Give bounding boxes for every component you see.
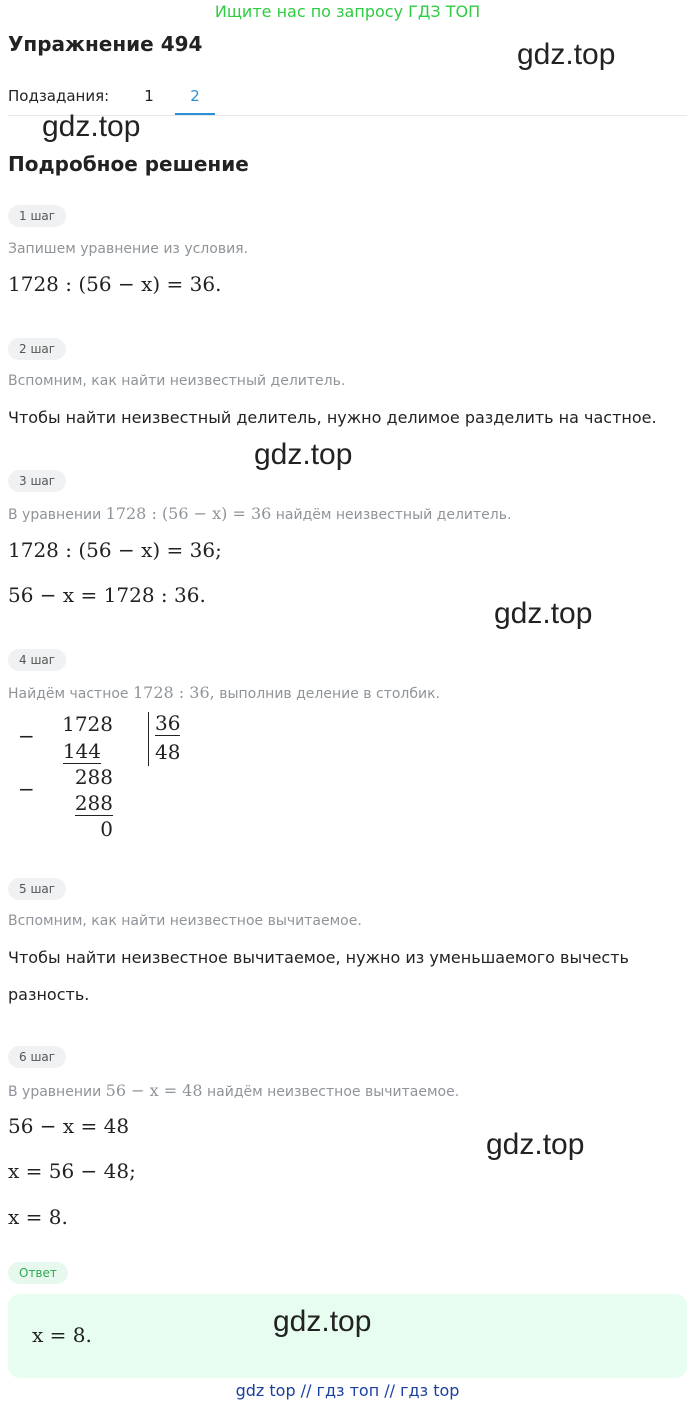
step-badge: 4 шаг bbox=[8, 649, 66, 671]
division-bar bbox=[148, 712, 149, 766]
note-prefix: В уравнении bbox=[8, 507, 102, 523]
step-badge: 6 шаг bbox=[8, 1046, 66, 1068]
equation: 1728 : (56 − x) = 36; bbox=[8, 538, 222, 562]
tab-subtask-1[interactable]: 1 bbox=[144, 87, 154, 105]
step-badge: 1 шаг bbox=[8, 205, 66, 227]
step-badge: 5 шаг bbox=[8, 878, 66, 900]
equation: 56 − x = 1728 : 36. bbox=[8, 583, 206, 607]
rule-text: Чтобы найти неизвестное вычитаемое, нужно из уменьшаемого вычесть bbox=[8, 948, 629, 967]
subtrahend-1: 144 bbox=[62, 739, 101, 763]
footer-links[interactable]: gdz top // гдз топ // гдз top bbox=[235, 1381, 460, 1400]
equation: x = 56 − 48; bbox=[8, 1159, 136, 1183]
watermark: gdz.top bbox=[517, 38, 616, 71]
step-note: Вспомним, как найти неизвестное вычитаемое. bbox=[8, 913, 362, 929]
section-title: Подробное решение bbox=[8, 152, 249, 176]
step-note bbox=[8, 683, 440, 702]
watermark: gdz.top bbox=[494, 597, 593, 630]
watermark: gdz.top bbox=[486, 1128, 585, 1161]
note-prefix: Найдём частное bbox=[8, 686, 129, 702]
rule-text: разность. bbox=[8, 985, 90, 1004]
step-note bbox=[8, 1081, 459, 1100]
note-math: 56 − x = 48 bbox=[105, 1081, 203, 1100]
note-prefix: В уравнении bbox=[8, 1084, 102, 1100]
subtasks-label: Подзадания: bbox=[8, 87, 110, 105]
divisor: 36 bbox=[155, 711, 181, 735]
note-suffix: найдём неизвестный делитель. bbox=[275, 507, 512, 523]
watermark: gdz.top bbox=[254, 438, 353, 471]
answer-badge: Ответ bbox=[8, 1262, 68, 1284]
remainder-1: 288 bbox=[74, 765, 113, 789]
equation: x = 8. bbox=[8, 1205, 68, 1229]
quotient: 48 bbox=[155, 740, 181, 764]
subtrahend-2: 288 bbox=[74, 791, 113, 815]
watermark: gdz.top bbox=[42, 110, 141, 143]
step-badge: 2 шаг bbox=[8, 338, 66, 360]
rule-text: Чтобы найти неизвестный делитель, нужно делимое разделить на частное. bbox=[8, 408, 657, 427]
note-math: 1728 : 36, bbox=[133, 683, 215, 702]
answer-value: x = 8. bbox=[32, 1323, 92, 1347]
equation: 56 − x = 48 bbox=[8, 1114, 130, 1138]
tab-subtask-2[interactable]: 2 bbox=[190, 87, 200, 105]
minus-sign: − bbox=[18, 777, 35, 801]
note-suffix: найдём неизвестное вычитаемое. bbox=[207, 1084, 460, 1100]
remainder-final: 0 bbox=[100, 817, 113, 841]
watermark: gdz.top bbox=[273, 1305, 372, 1338]
step-note bbox=[8, 504, 511, 523]
step-note: Вспомним, как найти неизвестный делитель. bbox=[8, 373, 346, 389]
step-note: Запишем уравнение из условия. bbox=[8, 241, 249, 257]
note-math: 1728 : (56 − x) = 36 bbox=[105, 504, 272, 523]
dividend: 1728 bbox=[62, 712, 113, 736]
equation: 1728 : (56 − x) = 36. bbox=[8, 272, 222, 296]
note-suffix: выполнив деление в столбик. bbox=[219, 686, 440, 702]
search-banner: Ищите нас по запросу ГДЗ ТОП bbox=[214, 2, 481, 21]
step-badge: 3 шаг bbox=[8, 470, 66, 492]
minus-sign: − bbox=[18, 724, 35, 748]
page-title: Упражнение 494 bbox=[8, 32, 203, 56]
